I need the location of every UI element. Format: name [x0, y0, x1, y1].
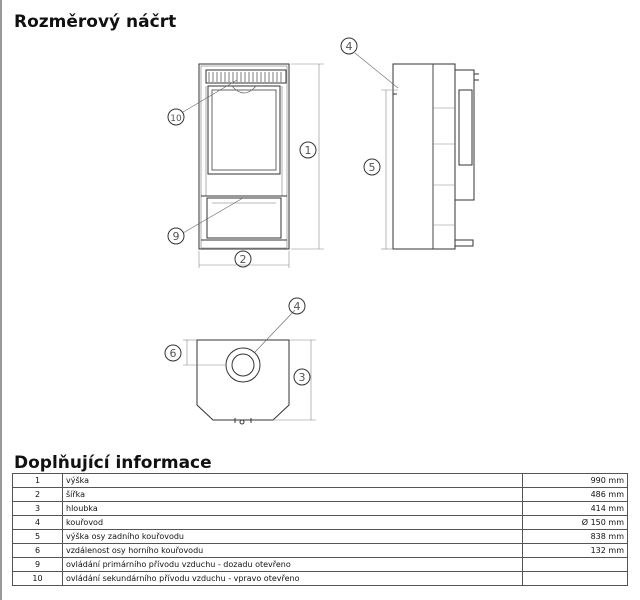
section-title-sketch: Rozměrový náčrt: [14, 12, 177, 32]
table-row: [13, 530, 628, 544]
side-view: [355, 53, 479, 249]
row-label: šířka: [63, 488, 523, 502]
row-value: 414 mm: [523, 502, 628, 516]
callout-6: 6: [169, 347, 177, 360]
row-number: 10: [13, 572, 63, 586]
callout-1: 1: [304, 144, 312, 157]
row-value: [523, 558, 628, 572]
callout-2: 2: [239, 253, 247, 266]
row-number: 6: [13, 544, 63, 558]
table-row: [13, 516, 628, 530]
callout-5: 5: [368, 161, 376, 174]
top-view: [183, 310, 316, 424]
table-row: [13, 474, 628, 488]
row-value: [523, 572, 628, 586]
callout-4-side: 4: [345, 40, 353, 53]
row-label: ovládání primárního přívodu vzduchu - dozadu otevřeno: [63, 558, 523, 572]
row-label: ovládání sekundárního přívodu vzduchu - vpravo otevřeno: [63, 572, 523, 586]
table-row: [13, 544, 628, 558]
row-number: 9: [13, 558, 63, 572]
row-number: 2: [13, 488, 63, 502]
callout-3: 3: [298, 371, 306, 384]
row-label: výška osy zadního kouřovodu: [63, 530, 523, 544]
row-value: 132 mm: [523, 544, 628, 558]
callout-9: 9: [172, 230, 180, 243]
table-row: [13, 488, 628, 502]
row-value: 486 mm: [523, 488, 628, 502]
row-label: vzdálenost osy horního kouřovodu: [63, 544, 523, 558]
row-label: hloubka: [63, 502, 523, 516]
row-label: výška: [63, 474, 523, 488]
table-row: [13, 558, 628, 572]
row-value: Ø 150 mm: [523, 516, 628, 530]
callout-10: 10: [170, 114, 182, 124]
section-title-info: Doplňující informace: [14, 453, 212, 473]
row-number: 3: [13, 502, 63, 516]
info-table: [12, 473, 628, 586]
front-view: [183, 64, 324, 268]
row-number: 5: [13, 530, 63, 544]
row-value: 990 mm: [523, 474, 628, 488]
row-label: kouřovod: [63, 516, 523, 530]
row-number: 1: [13, 474, 63, 488]
callout-4-top: 4: [293, 300, 301, 313]
row-number: 4: [13, 516, 63, 530]
row-value: 838 mm: [523, 530, 628, 544]
table-row: [13, 502, 628, 516]
table-row: [13, 572, 628, 586]
